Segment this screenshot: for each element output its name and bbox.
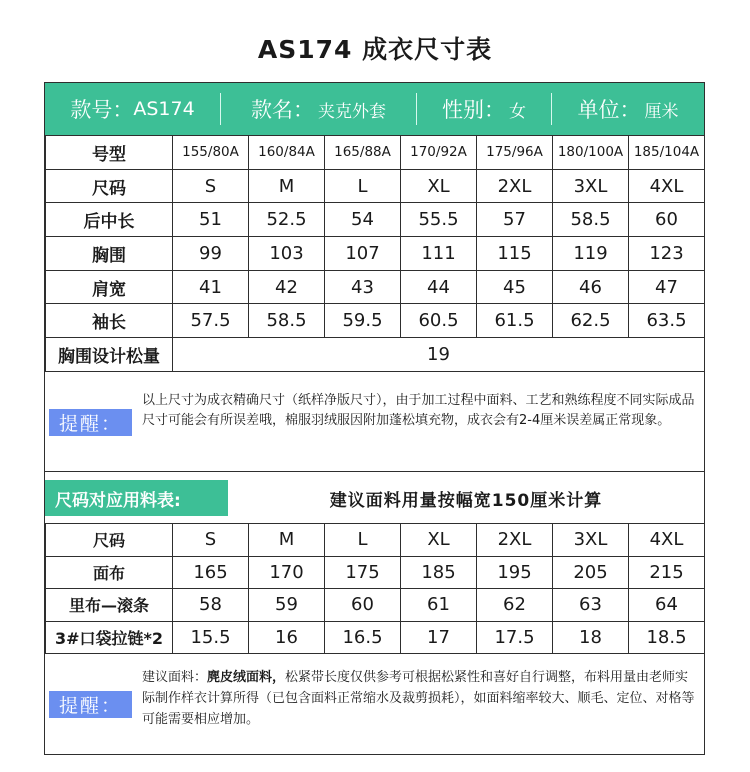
- row-label: 里布—滚条: [46, 589, 173, 622]
- ease-value: 19: [173, 338, 705, 372]
- fabric-prefix: 建议面料：: [142, 670, 208, 685]
- row-label: 袖长: [46, 304, 173, 338]
- table-cell: 18: [553, 621, 629, 654]
- reminder-text: [142, 667, 697, 730]
- table-cell: 17: [401, 621, 477, 654]
- table-cell: 185/104A: [629, 136, 705, 170]
- table-cell: XL: [401, 524, 477, 557]
- name-label: 款名：: [251, 98, 314, 122]
- table-cell: 170/92A: [401, 136, 477, 170]
- fabric-table: [45, 523, 705, 654]
- table-cell: 16.5: [325, 621, 401, 654]
- table-cell: 165/88A: [325, 136, 401, 170]
- row-label: 胸围设计松量: [46, 338, 173, 372]
- unit-label: 单位：: [577, 98, 641, 122]
- table-cell: 61: [401, 589, 477, 622]
- table-cell: XL: [401, 169, 477, 203]
- table-cell: 180/100A: [553, 136, 629, 170]
- fabric-calc-note: 建议面料用量按幅宽150厘米计算: [329, 490, 603, 511]
- table-cell: 54: [325, 203, 401, 237]
- table-cell: 123: [629, 237, 705, 271]
- table-cell: 111: [401, 237, 477, 271]
- table-cell: 16: [249, 621, 325, 654]
- reminder-badge: 提醒：: [49, 409, 132, 436]
- style-no-label: 款号：: [70, 98, 134, 122]
- table-cell: 43: [325, 270, 401, 304]
- gender-label: 性别：: [442, 98, 505, 122]
- style-no-cell: [45, 83, 220, 135]
- table-cell: 63: [553, 589, 629, 622]
- name-value: 夹克外套: [318, 101, 386, 122]
- table-cell: 215: [629, 556, 705, 589]
- fabric-note-body: 松紧带长度仅供参考可根据松紧性和喜好自行调整，布料用量由老师实际制作样衣计算所得（已包含面料正常缩水及裁剪损耗），如面料缩率较大、顺毛、定位、对格等可能需要相应增加。: [142, 670, 695, 727]
- table-row: [46, 556, 705, 589]
- table-cell: 17.5: [477, 621, 553, 654]
- size-table: [45, 135, 705, 372]
- table-cell: 15.5: [173, 621, 249, 654]
- table-cell: 59.5: [325, 304, 401, 338]
- table-cell: 58.5: [553, 203, 629, 237]
- table-cell: 60.5: [401, 304, 477, 338]
- table-cell: 64: [629, 589, 705, 622]
- table-cell: L: [325, 169, 401, 203]
- table-cell: 55.5: [401, 203, 477, 237]
- table-row: [46, 203, 705, 237]
- row-label: 胸围: [46, 237, 173, 271]
- reminder-badge: 提醒：: [49, 691, 132, 718]
- fabric-name: 麂皮绒面料，: [207, 670, 286, 685]
- table-cell: 99: [173, 237, 249, 271]
- reminder-note-1: [45, 375, 704, 472]
- row-label: 尺码: [46, 524, 173, 557]
- table-row: [46, 589, 705, 622]
- table-cell: M: [249, 169, 325, 203]
- table-cell: 165: [173, 556, 249, 589]
- table-cell: 18.5: [629, 621, 705, 654]
- table-row: [46, 524, 705, 557]
- table-cell: 103: [249, 237, 325, 271]
- table-cell: 61.5: [477, 304, 553, 338]
- table-cell: M: [249, 524, 325, 557]
- table-cell: 160/84A: [249, 136, 325, 170]
- table-row: [46, 169, 705, 203]
- table-cell: 175: [325, 556, 401, 589]
- fabric-section-header: [45, 480, 704, 516]
- table-cell: 4XL: [629, 169, 705, 203]
- fabric-section-title: 尺码对应用料表:: [45, 480, 228, 516]
- table-cell: 3XL: [553, 169, 629, 203]
- table-cell: 58: [173, 589, 249, 622]
- table-cell: 115: [477, 237, 553, 271]
- gender-cell: [417, 83, 551, 135]
- table-cell: 62.5: [553, 304, 629, 338]
- table-cell: 107: [325, 237, 401, 271]
- gender-value: 女: [509, 101, 526, 122]
- table-cell: 41: [173, 270, 249, 304]
- table-cell: 62: [477, 589, 553, 622]
- unit-cell: [552, 83, 704, 135]
- row-label: 号型: [46, 136, 173, 170]
- table-cell: 2XL: [477, 169, 553, 203]
- table-row: [46, 136, 705, 170]
- table-cell: 57: [477, 203, 553, 237]
- row-label: 后中长: [46, 203, 173, 237]
- style-no-value: AS174: [133, 98, 195, 120]
- table-cell: 195: [477, 556, 553, 589]
- size-chart-frame: [44, 82, 705, 755]
- table-cell: 59: [249, 589, 325, 622]
- table-cell: 205: [553, 556, 629, 589]
- table-cell: 45: [477, 270, 553, 304]
- table-cell: 46: [553, 270, 629, 304]
- table-cell: S: [173, 524, 249, 557]
- row-label: 尺码: [46, 169, 173, 203]
- table-cell: 4XL: [629, 524, 705, 557]
- table-cell: 58.5: [249, 304, 325, 338]
- row-label: 肩宽: [46, 270, 173, 304]
- name-cell: [221, 83, 416, 135]
- table-cell: L: [325, 524, 401, 557]
- table-cell: 2XL: [477, 524, 553, 557]
- ease-row: [46, 338, 705, 372]
- table-cell: 42: [249, 270, 325, 304]
- table-cell: 170: [249, 556, 325, 589]
- table-cell: 175/96A: [477, 136, 553, 170]
- table-cell: 51: [173, 203, 249, 237]
- table-cell: 60: [629, 203, 705, 237]
- reminder-text: 以上尺寸为成衣精确尺寸（纸样净版尺寸），由于加工过程中面料、工艺和熟练程度不同实际成品尺寸可能会有所误差哦，棉服羽绒服因附加蓬松填充物，成衣会有2-4厘米误差属正常现象。: [142, 393, 695, 428]
- table-row: [46, 237, 705, 271]
- table-cell: S: [173, 169, 249, 203]
- table-cell: 47: [629, 270, 705, 304]
- table-cell: 44: [401, 270, 477, 304]
- table-cell: 185: [401, 556, 477, 589]
- table-cell: 57.5: [173, 304, 249, 338]
- table-row: [46, 304, 705, 338]
- table-cell: 119: [553, 237, 629, 271]
- reminder-note-2: [45, 653, 704, 755]
- unit-value: 厘米: [644, 101, 679, 122]
- page-title: AS174 成衣尺寸表: [257, 35, 493, 64]
- table-cell: 155/80A: [173, 136, 249, 170]
- table-row: [46, 621, 705, 654]
- table-cell: 52.5: [249, 203, 325, 237]
- table-cell: 3XL: [553, 524, 629, 557]
- table-cell: 63.5: [629, 304, 705, 338]
- row-label: 面布: [46, 556, 173, 589]
- header-bar: [45, 83, 704, 135]
- row-label: 3#口袋拉链*2: [46, 621, 173, 654]
- table-row: [46, 270, 705, 304]
- table-cell: 60: [325, 589, 401, 622]
